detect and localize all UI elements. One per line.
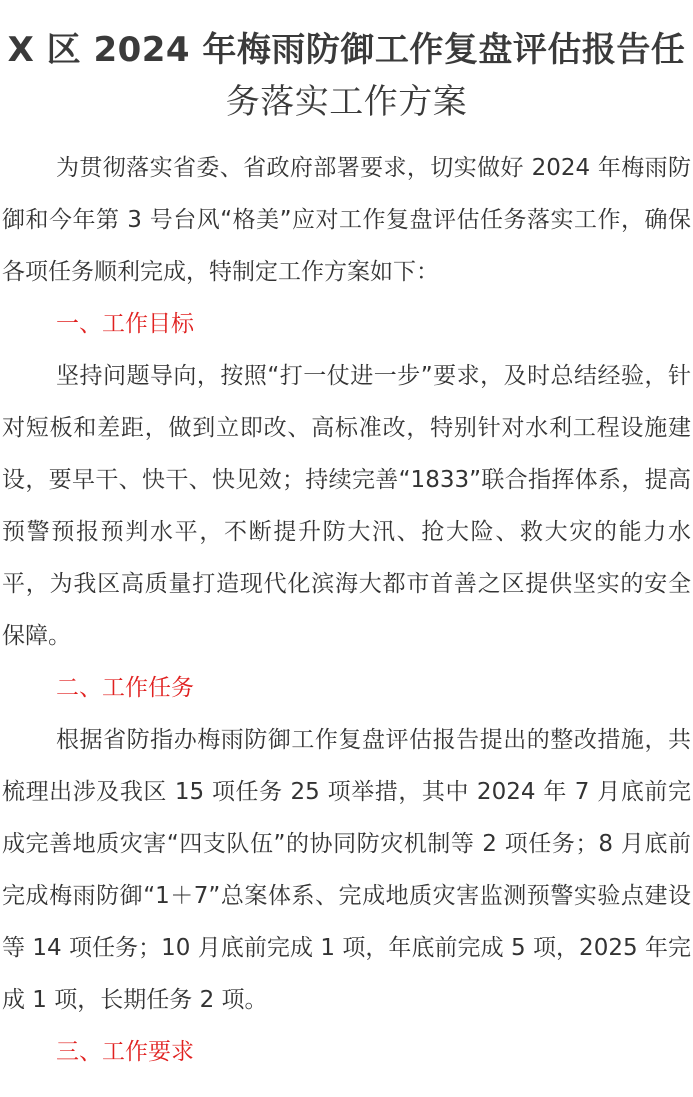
section-body-tasks: 根据省防指办梅雨防御工作复盘评估报告提出的整改措施，共梳理出涉及我区 15 项任务 25 项举措，其中 2024 年 7 月底前完成完善地质灾害“四支队伍”的协同防灾机制等 2 项任务；8 月底前完成梅雨防御“1＋7”总案体系、完成地质灾害监测预警实验点建设等 14 项任务；10 月底前完成 1 项，年底前完成 5 项，2025 年完成 1 项，长期任务 2 项。 [2,727,691,1013]
section-heading-goals: 一、工作目标 [56,311,194,337]
intro-paragraph: 为贯彻落实省委、省政府部署要求，切实做好 2024 年梅雨防御和今年第 3 号台风“格美”应对工作复盘评估任务落实工作，确保各项任务顺利完成，特制定工作方案如下： [2,155,691,285]
title-line-1: X 区 2024 年梅雨防御工作复盘评估报告任 [7,30,686,70]
title-line-2: 务落实工作方案 [225,82,468,122]
section-heading-tasks: 二、工作任务 [56,675,194,701]
section-body-goals: 坚持问题导向，按照“打一仗进一步”要求，及时总结经验，针对短板和差距，做到立即改、高标准改，特别针对水利工程设施建设，要早干、快干、快见效；持续完善“1833”联合指挥体系，提高预警预报预判水平，不断提升防大汛、抢大险、救大灾的能力水平，为我区高质量打造现代化滨海大都市首善之区提供坚实的安全保障。 [2,363,691,649]
section-heading-requirements: 三、工作要求 [56,1039,194,1065]
document-title [0,24,693,128]
